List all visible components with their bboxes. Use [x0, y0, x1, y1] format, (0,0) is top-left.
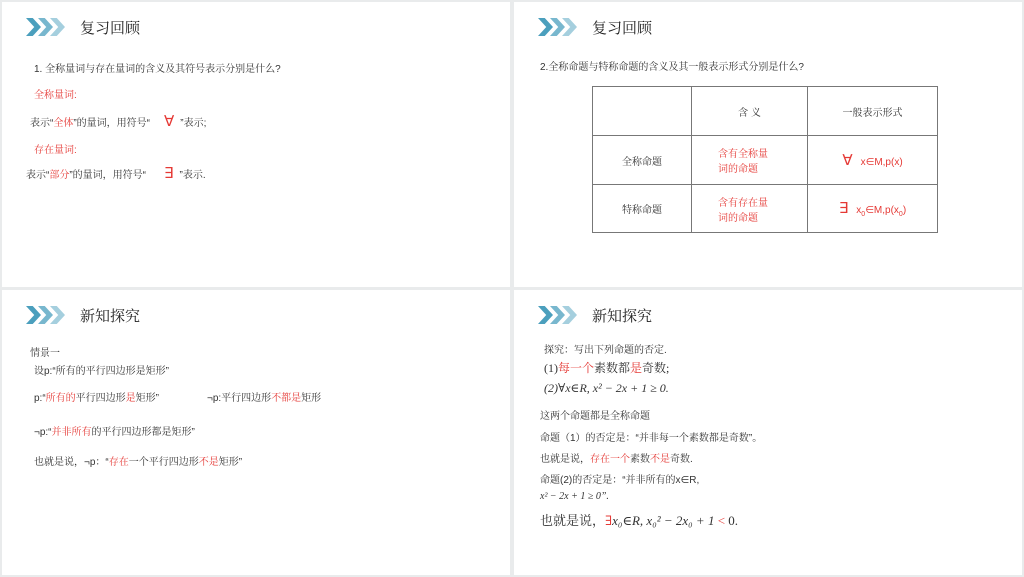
negation-line: ¬p:“并非所有的平行四边形都是矩形”	[34, 427, 195, 438]
proposition-p-highlight: p:“所有的平行四边形是矩形”	[34, 393, 160, 404]
row-name: 特称命题	[593, 185, 692, 233]
row-form: ∃ $x_0\in M,p(x_0)$	[808, 185, 938, 233]
universal-line: 表示“全体”的量词，用符号“ ∀ ”表示;	[30, 113, 207, 130]
chevron-arrows-icon	[538, 306, 574, 324]
universal-label: 全称量词:	[34, 90, 77, 101]
slide-explore-1	[2, 290, 510, 575]
exists-symbol: ∃	[838, 200, 849, 217]
table-header-meaning: 含 义	[692, 87, 808, 136]
slide-title: 新知探究	[80, 307, 141, 325]
slide-title: 复习回顾	[592, 19, 653, 37]
slide-explore-2	[514, 290, 1022, 575]
slide-review-1	[2, 2, 510, 287]
slide-header	[26, 16, 140, 38]
chevron-arrows-icon	[538, 18, 574, 36]
definition-table	[592, 86, 938, 233]
slide-header	[26, 304, 140, 326]
existential-line: 表示“部分”的量词，用符号“ ∃ ”表示.	[26, 165, 206, 182]
both-universal-text: 这两个命题都是全称命题	[540, 411, 650, 422]
table-header-form: 一般表示形式	[808, 87, 938, 136]
table-header-empty	[593, 87, 692, 136]
item-2: (2)∀x∈R, x² − 2x + 1 ≥ 0.	[544, 381, 669, 395]
negation-short: ¬p:平行四边形不都是矩形	[207, 393, 322, 404]
forall-symbol: ∀	[842, 152, 853, 169]
table-row	[593, 136, 938, 185]
chevron-arrows-icon	[26, 306, 62, 324]
existential-label: 存在量词:	[34, 145, 77, 156]
item-1: (1)每一个素数都是奇数;	[544, 361, 670, 375]
scenario-label: 情景一	[30, 348, 60, 359]
question-text: 1. 全称量词与存在量词的含义及其符号表示分别是什么?	[34, 64, 281, 75]
row-form: ∀ x∈M,p(x)	[808, 136, 938, 185]
proposition-p: 设p:“所有的平行四边形是矩形”	[34, 366, 169, 377]
say-line: 也就是说，存在一个素数不是奇数.	[540, 454, 693, 465]
slide-title: 新知探究	[592, 307, 653, 325]
negation-2-part2: x² − 2x + 1 ≥ 0”.	[540, 491, 609, 502]
question-text: 2.全称命题与特称命题的含义及其一般表示形式分别是什么?	[540, 62, 804, 73]
intro-text: 探究：写出下列命题的否定.	[544, 345, 667, 356]
chevron-arrows-icon	[26, 18, 62, 36]
row-meaning: 含有全称量 词的命题	[692, 136, 808, 185]
row-meaning: 含有存在量 词的命题	[692, 185, 808, 233]
slide-header	[538, 16, 652, 38]
slide-review-2	[514, 2, 1022, 287]
slide-title: 复习回顾	[80, 19, 141, 37]
slide-header	[538, 304, 652, 326]
forall-symbol: ∀	[164, 113, 175, 130]
negation-2-part1: 命题(2)的否定是：“并非所有的x∈R,	[540, 475, 700, 486]
table-row	[593, 185, 938, 233]
final-line: 也就是说，∃x₀∈R, x₀² − 2x₀ + 1 < 0.	[540, 513, 739, 528]
conclusion-line: 也就是说，¬p：“存在一个平行四边形不是矩形”	[34, 457, 243, 468]
row-name: 全称命题	[593, 136, 692, 185]
exists-symbol: ∃	[164, 165, 174, 182]
negation-1: 命题（1）的否定是：“并非每一个素数都是奇数”。	[540, 433, 763, 444]
